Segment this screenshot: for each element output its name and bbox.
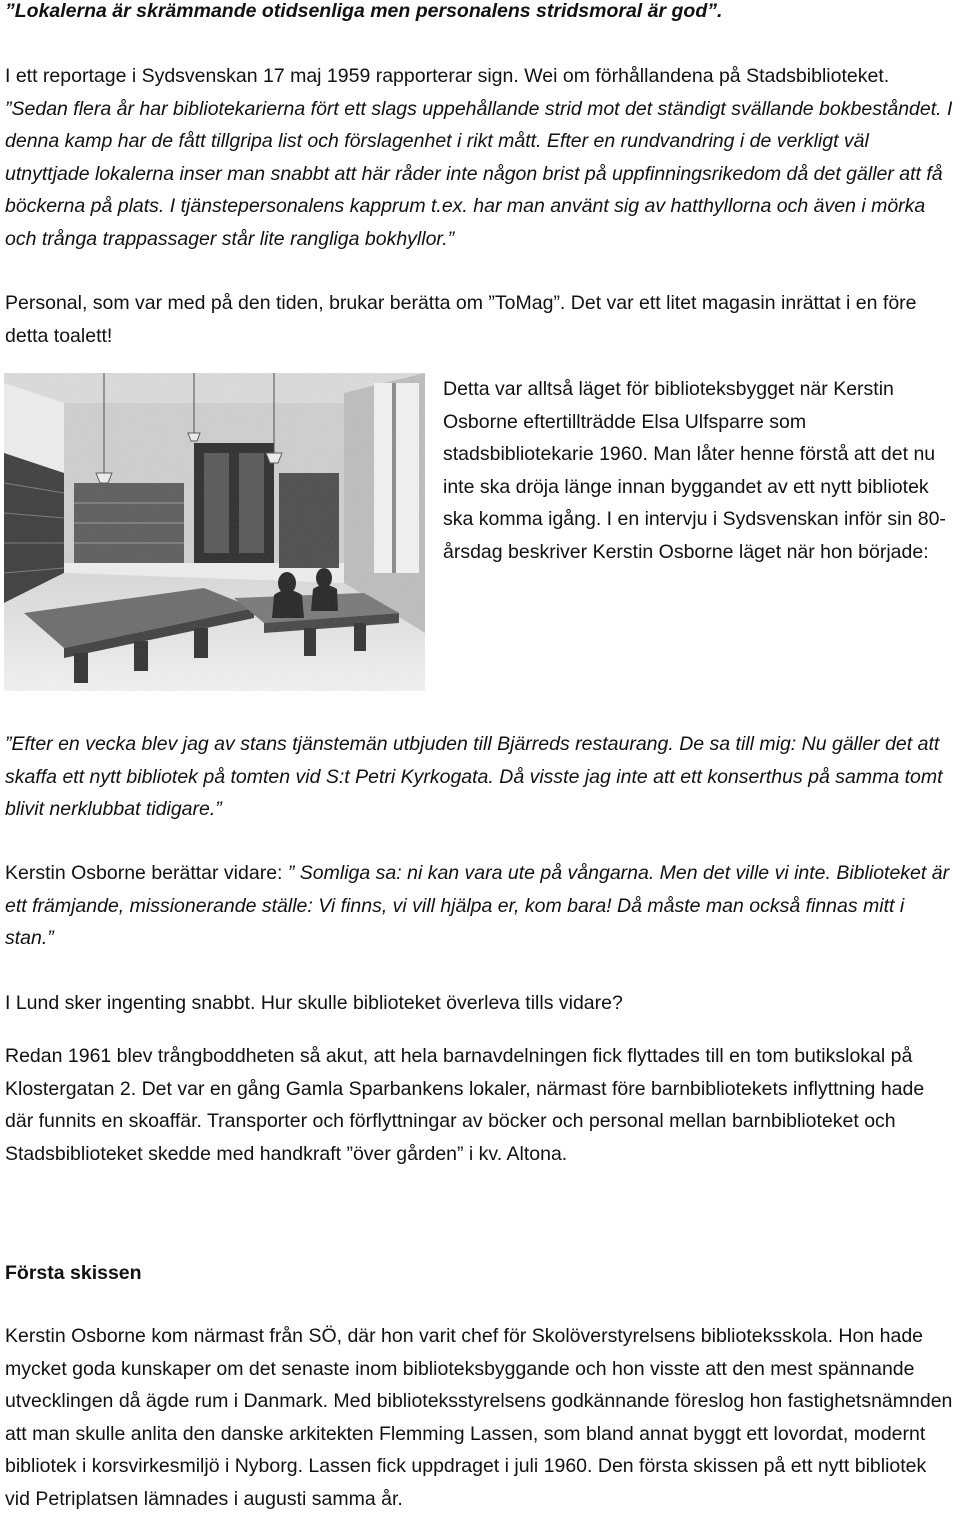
lund-paragraph: I Lund sker ingenting snabbt. Hur skulle biblioteket överleva tills vidare? <box>5 992 623 1014</box>
kerstin-paragraph: Kerstin Osborne kom närmast från SÖ, där hon varit chef för Skolöverstyrelsens biblioteksskola. Hon hade mycket goda kunskaper om det senaste inom biblioteksbyggande och hon visste att den mest spännande utvecklingen då ägde rum i Danmark. Med biblioteksstyrelsens godkännande föreslog hon fastighetsnämnden att man skulle anlita den danske arkitekten Flemming Lassen, som bland annat byggt ett lovordat, modernt bibliotek i korsvirkesmiljö i Nyborg. Lassen fick uppdraget i juli 1960. Den första skissen på ett nytt bibliotek vid Petriplatsen lämnades i augusti samma år. <box>5 1325 953 1510</box>
article-title: ”Lokalerna är skrämmande otidsenliga men personalens stridsmoral är god”. <box>5 0 723 22</box>
section-heading: Första skissen <box>5 1262 142 1284</box>
personal-paragraph: Personal, som var med på den tiden, brukar berätta om ”ToMag”. Det var ett litet magasin inrättat i en före detta toalett! <box>5 292 917 347</box>
library-reading-room-photo <box>4 373 425 691</box>
berattar-plain-text: Kerstin Osborne berättar vidare: <box>5 862 288 884</box>
intro-quote-text: ”Sedan flera år har bibliotekarierna fört ett slags uppehållande strid mot det ständigt svällande bokbeståndet. I denna kamp har de fått tillgripa list och förslagenhet i rikt mått. Efter en rundvandring i de verkligt väl utnyttjade lokalerna inser man snabbt att här råder inte någon brist på uppfinningsrikedom då det gäller att få böckerna på plats. I tjänstepersonalens kapprum t.ex. har man använt sig av hatthyllorna och även i mörka och trånga trappassager står lite rangliga bokhyllor.” <box>5 97 953 250</box>
berattar-paragraph <box>5 857 955 955</box>
berattar-quote-text: ” Somliga sa: ni kan vara ute på vångarna. Men det ville vi inte. Biblioteket är ett främjande, missionerande ställe: Vi finns, vi vill hjälpa er, kom bara! Då måste man också finnas mitt i stan.” <box>5 862 950 949</box>
efter-quote-paragraph: ”Efter en vecka blev jag av stans tjänstemän utbjuden till Bjärreds restaurang. De sa till mig: Nu gäller det att skaffa ett nytt bibliotek på tomten vid S:t Petri Kyrkogata. Då visste jag inte att ett konserthus på samma tomt blivit nerklubbat tidigare.” <box>5 733 943 820</box>
intro-paragraph <box>5 60 955 255</box>
intro-plain-text: I ett reportage i Sydsvenskan 17 maj 1959 rapporterar sign. Wei om förhållandena på Stadsbiblioteket. <box>5 65 890 87</box>
redan-paragraph: Redan 1961 blev trångboddheten så akut, att hela barnavdelningen fick flyttades till en tom butikslokal på Klostergatan 2. Det var en gång Gamla Sparbankens lokaler, närmast före barnbibliotekets inflyttning hade där funnits en skoaffär. Transporter och förflyttningar av böcker och personal mellan barnbiblioteket och Stadsbiblioteket skedde med handkraft ”över gården” i kv. Altona. <box>5 1045 925 1165</box>
detta-paragraph: Detta var alltså läget för biblioteksbygget när Kerstin Osborne eftertillträdde Elsa Ulfsparre som stadsbibliotekarie 1960. Man låter henne förstå att det nu inte ska dröja länge innan byggandet av ett nytt bibliotek ska komma igång. I en intervju i Sydsvenskan inför sin 80-årsdag beskriver Kerstin Osborne läget när hon började: <box>443 378 946 563</box>
